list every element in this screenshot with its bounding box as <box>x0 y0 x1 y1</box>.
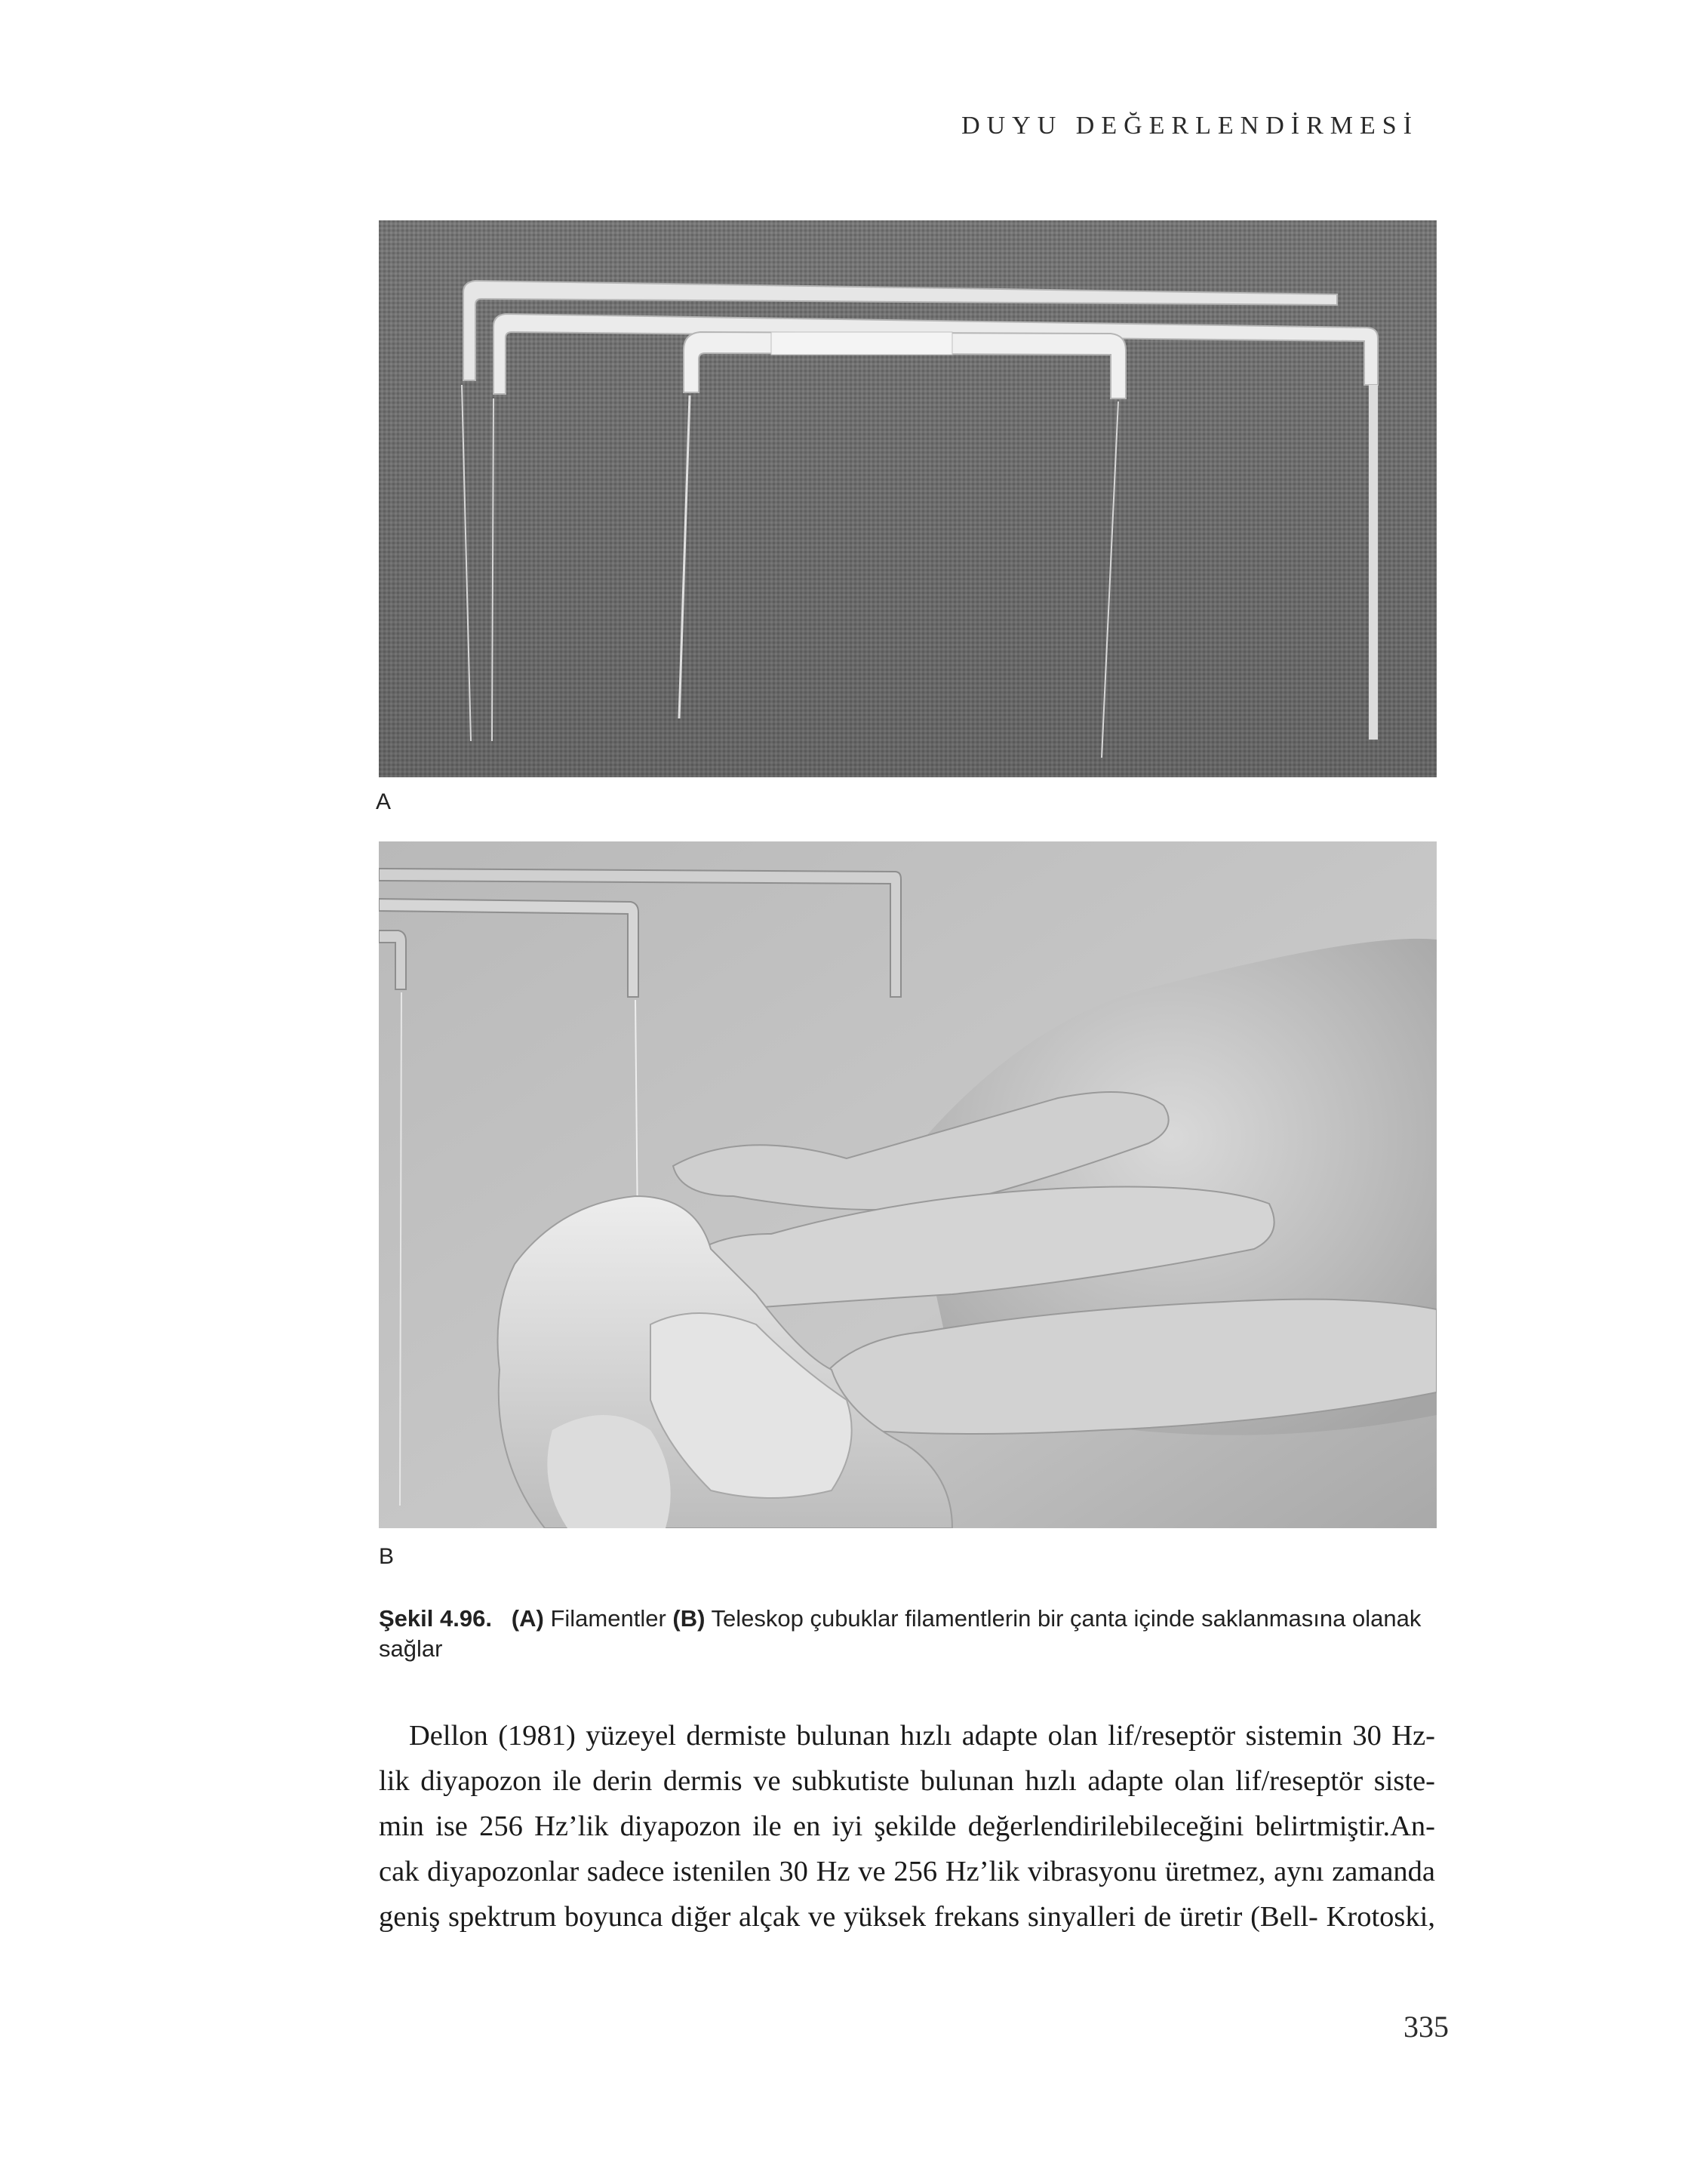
panel-label-b: B <box>379 1544 395 1569</box>
figure-photo-b-hand <box>379 841 1437 1528</box>
body-line: geniş spektrum boyunca diğer alçak ve yüksek frekans sinyalleri de üretir (Bell- Krotoski, <box>379 1901 1435 1933</box>
figure-caption-text-a: Filamentler <box>543 1605 673 1632</box>
body-paragraph <box>379 1713 1435 1939</box>
body-line: lik diyapozon ile derin dermis ve subkutiste bulunan hızlı adapte olan lif/reseptör siste- <box>379 1765 1435 1797</box>
figure-caption-number: Şekil 4.96. <box>379 1605 492 1632</box>
figure-caption-marker-a: (A) <box>511 1605 544 1632</box>
running-head: DUYU DEĞERLENDİRMESİ <box>961 112 1419 140</box>
panel-label-a: A <box>376 789 392 814</box>
figure-photo-a-filaments <box>379 220 1437 777</box>
figure-caption-marker-b: (B) <box>672 1605 706 1632</box>
figure-caption-text-b: Teleskop çubuklar filamentlerin bir çanta içinde saklanmasına olanak sağlar <box>379 1605 1422 1662</box>
body-line: cak diyapozonlar sadece istenilen 30 Hz ve 256 Hz’lik vibrasyonu üretmez, aynı zamanda <box>379 1856 1435 1887</box>
page-number: 335 <box>1403 2010 1449 2044</box>
body-line: min ise 256 Hz’lik diyapozon ile en iyi şekilde değerlendirilebileceğini belirtmiştir.An- <box>379 1810 1435 1842</box>
figure-caption <box>379 1604 1435 1664</box>
body-line: Dellon (1981) yüzeyel dermiste bulunan hızlı adapte olan lif/reseptör sistemin 30 Hz- <box>409 1720 1435 1752</box>
